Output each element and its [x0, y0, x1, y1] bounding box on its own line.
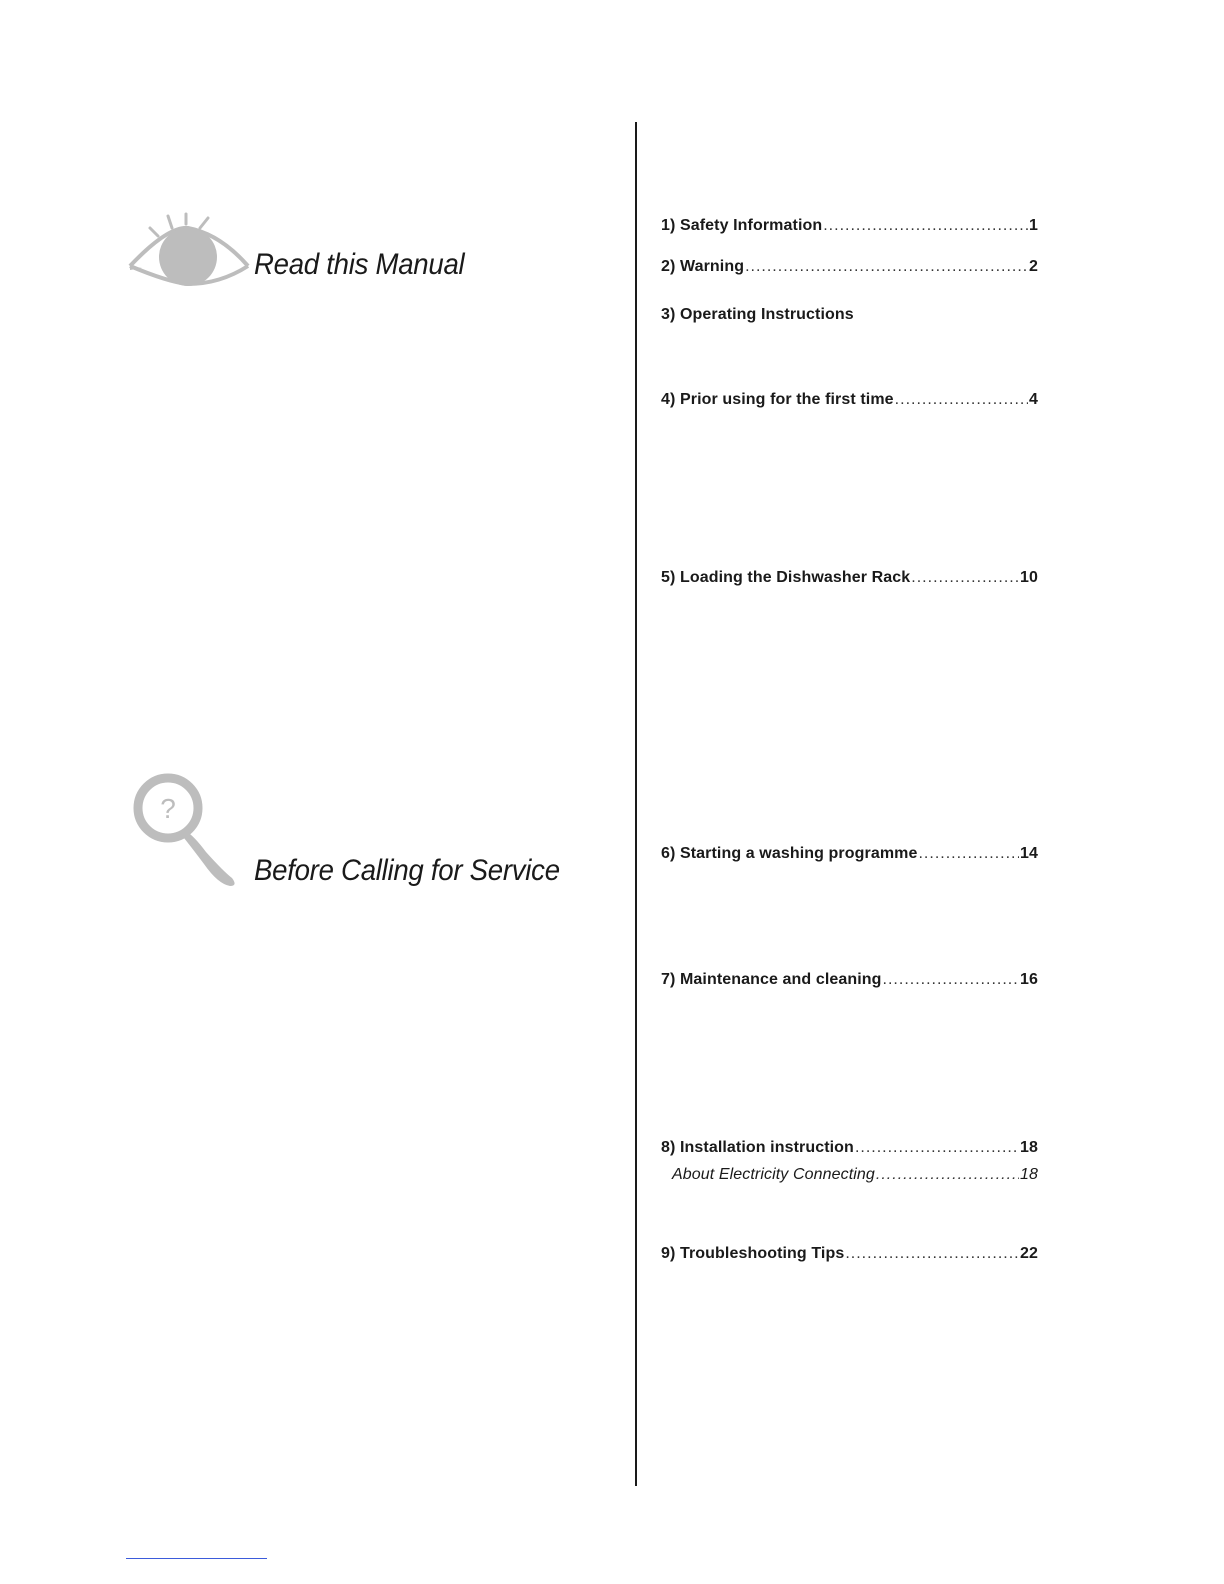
toc-page: 2 — [1029, 258, 1038, 275]
toc-label: 6) Starting a washing programme — [661, 845, 918, 862]
toc-item-safety-information[interactable] — [661, 217, 1038, 235]
toc-item-troubleshooting-tips[interactable] — [661, 1245, 1038, 1263]
toc-leader — [823, 217, 1028, 235]
toc-page: 22 — [1020, 1245, 1038, 1262]
toc-item-installation-instruction[interactable] — [661, 1139, 1038, 1157]
toc-item-operating-instructions[interactable] — [661, 306, 1038, 324]
toc-leader — [845, 1245, 1019, 1263]
toc-label: 4) Prior using for the first time — [661, 391, 894, 408]
toc-label: 2) Warning — [661, 258, 745, 275]
toc-page: 16 — [1020, 971, 1038, 988]
toc-label: 8) Installation instruction — [661, 1139, 854, 1156]
column-divider — [635, 122, 637, 1486]
toc-leader — [918, 845, 1019, 863]
heading-before-service: Before Calling for Service — [254, 854, 560, 887]
toc-label: About Electricity Connecting — [672, 1166, 875, 1183]
toc-item-maintenance-cleaning[interactable] — [661, 971, 1038, 989]
toc-page: 18 — [1020, 1166, 1038, 1183]
eye-icon — [128, 212, 250, 292]
svg-text:?: ? — [160, 793, 176, 824]
toc-item-electricity-connecting[interactable] — [672, 1166, 1038, 1184]
toc-label: 9) Troubleshooting Tips — [661, 1245, 845, 1262]
toc-leader — [855, 1139, 1019, 1157]
toc-label: 7) Maintenance and cleaning — [661, 971, 882, 988]
toc-leader — [911, 569, 1019, 587]
toc-page: 1 — [1029, 217, 1038, 234]
toc-page: 18 — [1020, 1139, 1038, 1156]
toc-item-prior-first-use[interactable] — [661, 391, 1038, 409]
magnifying-glass-question-icon — [132, 772, 242, 890]
toc-leader — [883, 971, 1019, 989]
toc-label: 1) Safety Information — [661, 217, 823, 234]
toc-leader — [895, 391, 1028, 409]
toc-page: 10 — [1020, 569, 1038, 586]
toc-page: 14 — [1020, 845, 1038, 862]
heading-read-manual: Read this Manual — [254, 248, 465, 281]
toc-leader — [745, 258, 1028, 276]
toc-label: 5) Loading the Dishwasher Rack — [661, 569, 911, 586]
toc-leader — [876, 1166, 1019, 1184]
footer-rule — [126, 1558, 267, 1559]
toc-item-starting-programme[interactable] — [661, 845, 1038, 863]
toc-page: 4 — [1029, 391, 1038, 408]
toc-item-warning[interactable] — [661, 258, 1038, 276]
toc-label: 3) Operating Instructions — [661, 306, 854, 323]
toc-item-loading-rack[interactable] — [661, 569, 1038, 587]
